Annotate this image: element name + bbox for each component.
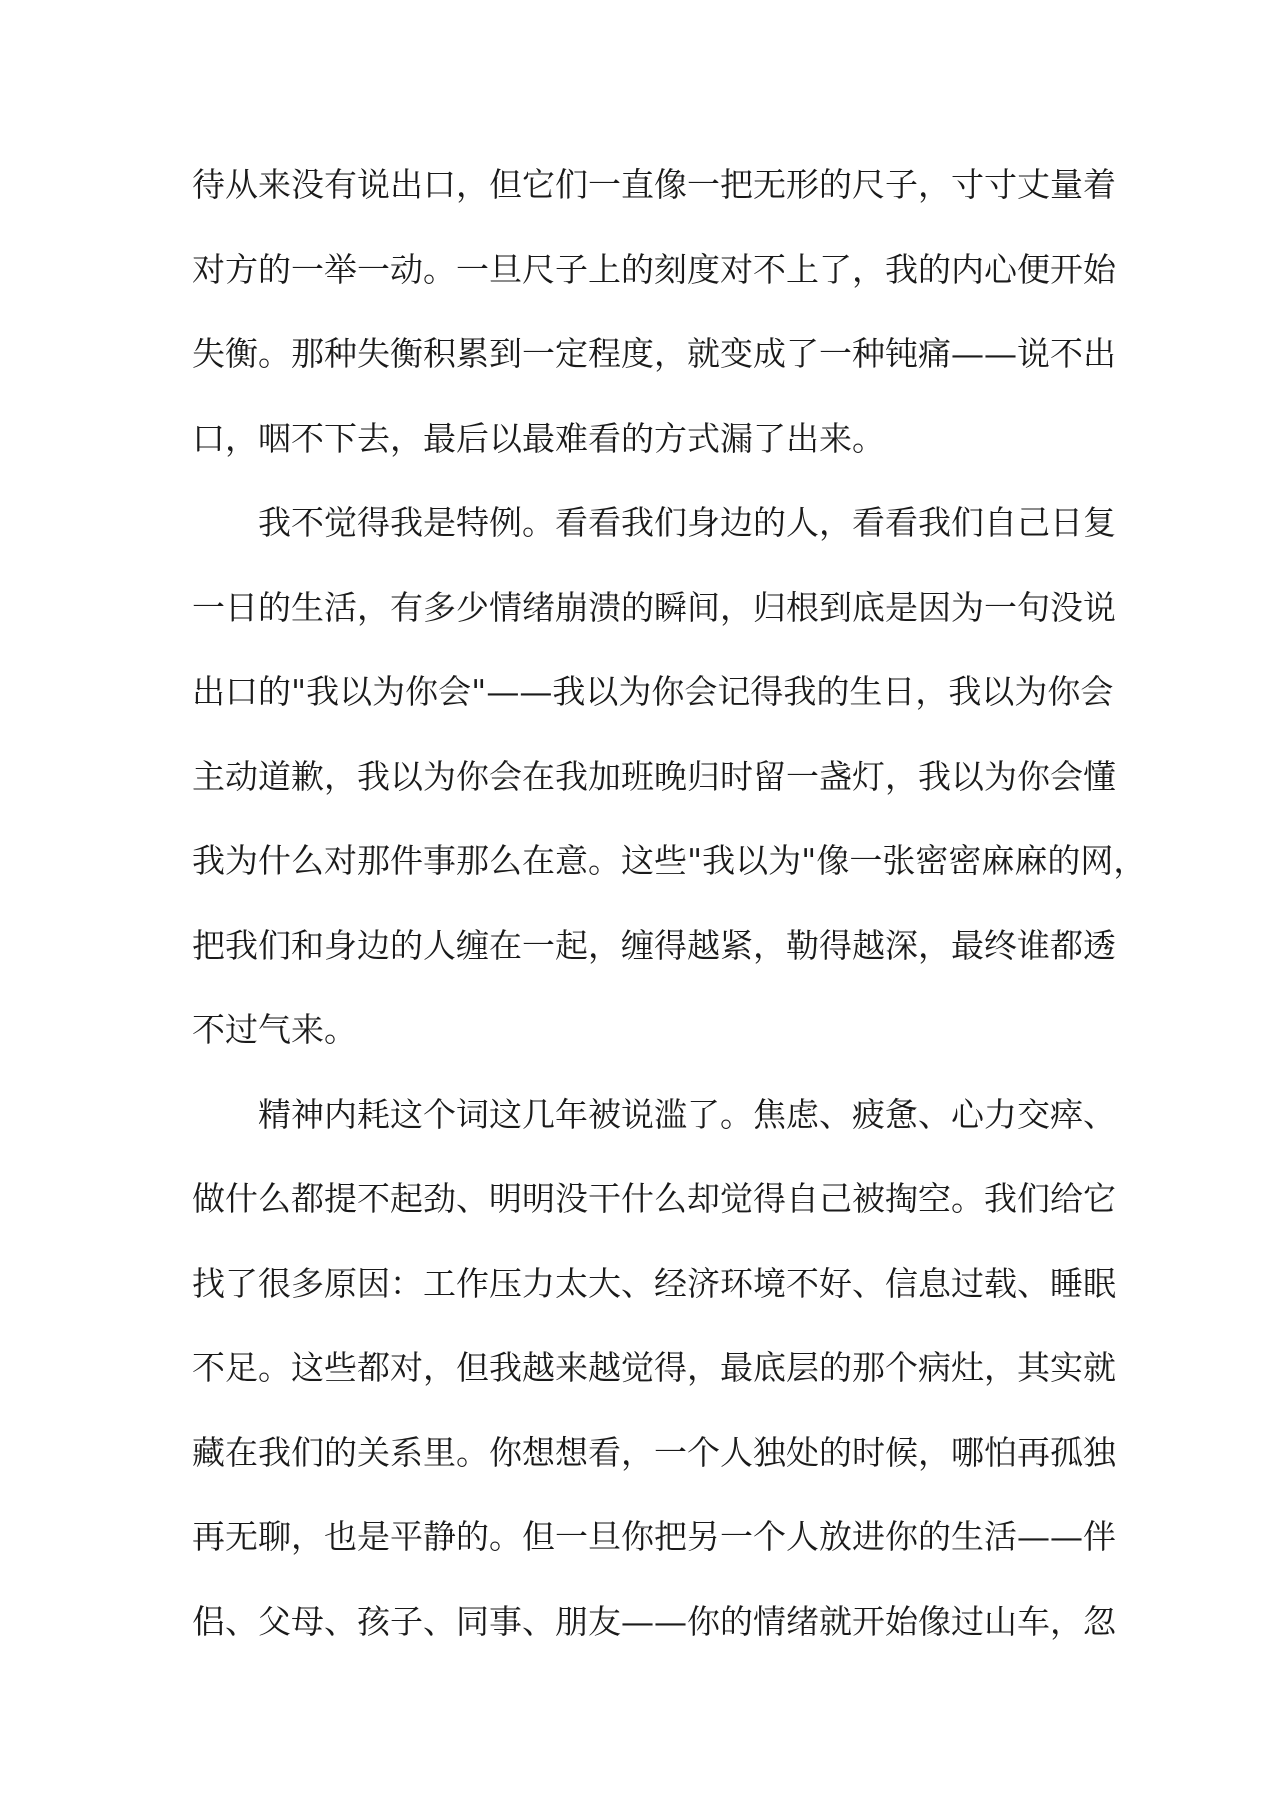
text-line: 精神内耗这个词这几年被说滥了。焦虑、疲惫、心力交瘁、 bbox=[258, 1094, 1116, 1134]
text-line: 做什么都提不起劲、明明没干什么却觉得自己被掏空。我们给它 bbox=[192, 1179, 1116, 1218]
text-line: 出口的"我以为你会"——我以为你会记得我的生日，我以为你会 bbox=[192, 672, 1114, 711]
text-line: 把我们和身边的人缠在一起，缠得越紧，勒得越深，最终谁都透 bbox=[192, 925, 1116, 965]
text-line: 藏在我们的关系里。你想想看，一个人独处的时候，哪怕再孤独 bbox=[192, 1432, 1116, 1472]
text-line: 不过气来。 bbox=[192, 1010, 357, 1049]
text-line: 对方的一举一动。一旦尺子上的刻度对不上了，我的内心便开始 bbox=[192, 249, 1116, 289]
text-line: 不足。这些都对，但我越来越觉得，最底层的那个病灶，其实就 bbox=[192, 1348, 1116, 1387]
text-line: 侣、父母、孩子、同事、朋友——你的情绪就开始像过山车，忽 bbox=[192, 1601, 1116, 1641]
text-line: 主动道歉，我以为你会在我加班晚归时留一盏灯，我以为你会懂 bbox=[192, 756, 1116, 796]
text-line: 找了很多原因：工作压力太大、经济环境不好、信息过载、睡眠 bbox=[192, 1263, 1116, 1303]
text-line: 一日的生活，有多少情绪崩溃的瞬间，归根到底是因为一句没说 bbox=[192, 587, 1116, 627]
text-line: 我不觉得我是特例。看看我们身边的人，看看我们自己日复 bbox=[258, 503, 1116, 542]
text-line: 再无聊，也是平静的。但一旦你把另一个人放进你的生活——伴 bbox=[192, 1517, 1116, 1556]
text-line: 失衡。那种失衡积累到一定程度，就变成了一种钝痛——说不出 bbox=[192, 334, 1116, 373]
text-line: 口，咽不下去，最后以最难看的方式漏了出来。 bbox=[192, 418, 885, 458]
text-line: 我为什么对那件事那么在意。这些"我以为"像一张密密麻麻的网， bbox=[192, 841, 1147, 880]
text-line: 待从来没有说出口，但它们一直像一把无形的尺子，寸寸丈量着 bbox=[192, 165, 1116, 204]
body-text bbox=[192, 163, 1147, 1684]
